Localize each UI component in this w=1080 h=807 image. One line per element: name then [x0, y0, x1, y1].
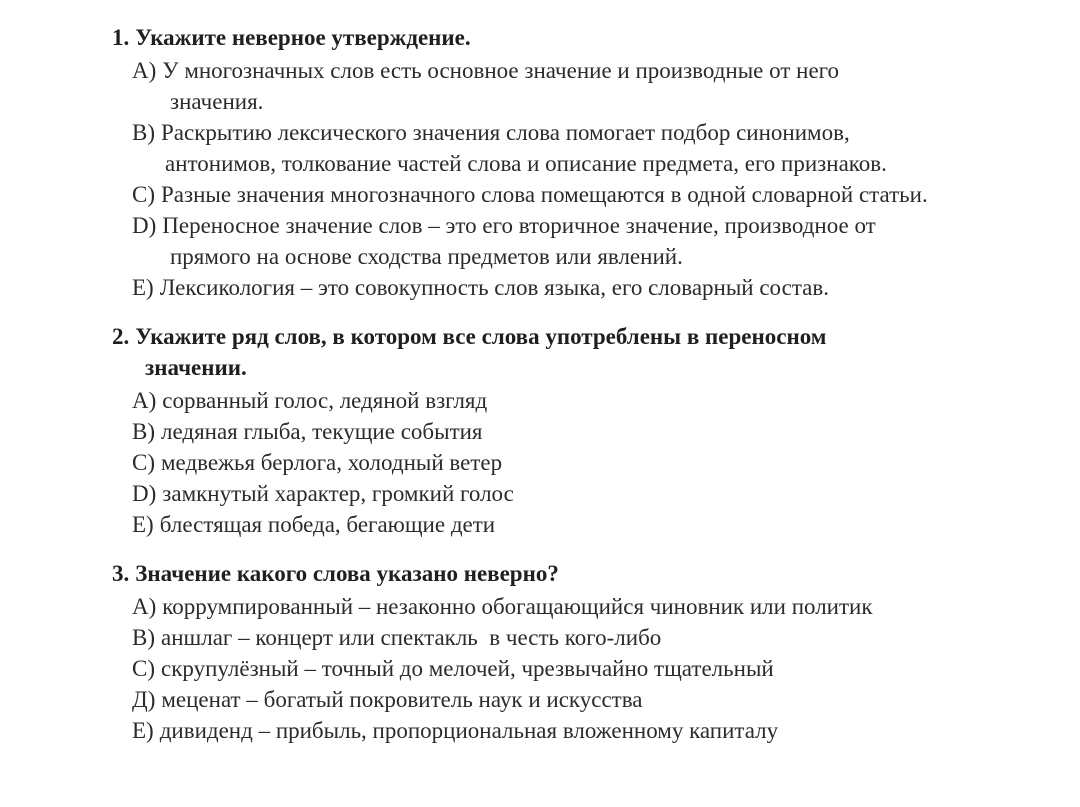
option-text: аншлаг – концерт или спектакль в честь кого-либо [161, 625, 662, 650]
answer-option [132, 509, 1062, 540]
answer-option [132, 117, 1062, 179]
option-text: Лексикология – это совокупность слов языка, его словарный состав. [159, 275, 829, 300]
option-letter: E) [132, 718, 154, 743]
question-2 [112, 321, 1080, 540]
question-number: 3. [112, 561, 130, 586]
option-text: сорванный голос, ледяной взгляд [162, 388, 488, 413]
answer-option [132, 179, 1062, 210]
option-text: Раскрытию лексического значения слова помогает подбор синонимов, [161, 120, 850, 145]
question-3 [112, 558, 1080, 746]
option-letter: D) [132, 213, 157, 238]
answer-option [132, 385, 1062, 416]
option-text-continued: значения. [170, 89, 264, 114]
question-1 [112, 22, 1080, 303]
option-text: дивиденд – прибыль, пропорциональная вложенному капиталу [159, 718, 779, 743]
option-letter: B) [132, 625, 155, 650]
question-title [112, 22, 1012, 53]
answer-options [112, 385, 1080, 540]
option-text: Переносное значение слов – это его вторичное значение, производное от [162, 213, 876, 238]
option-letter: C) [132, 450, 155, 475]
option-letter: A) [132, 58, 157, 83]
question-title [112, 321, 1012, 383]
option-letter: B) [132, 120, 155, 145]
option-letter: E) [132, 512, 154, 537]
answer-option [132, 210, 1062, 272]
option-text: замкнутый характер, громкий голос [162, 481, 514, 506]
option-text-continued: прямого на основе сходства предметов или явлений. [170, 244, 683, 269]
option-letter: C) [132, 656, 155, 681]
answer-option [132, 478, 1062, 509]
answer-option [132, 416, 1062, 447]
question-text: Значение какого слова указано неверно? [135, 561, 559, 586]
option-letter: E) [132, 275, 154, 300]
option-letter: B) [132, 419, 155, 444]
option-text: медвежья берлога, холодный ветер [161, 450, 503, 475]
answer-option [132, 653, 1062, 684]
question-number: 2. [112, 324, 130, 349]
question-text-continued: значении. [145, 355, 247, 380]
option-letter: Д) [132, 687, 156, 712]
option-text: У многозначных слов есть основное значение и производные от него [162, 58, 840, 83]
question-number: 1. [112, 25, 130, 50]
option-letter: C) [132, 182, 155, 207]
option-letter: A) [132, 388, 157, 413]
option-text: Разные значения многозначного слова помещаются в одной словарной статьи. [161, 182, 928, 207]
answer-option [132, 447, 1062, 478]
option-text: меценат – богатый покровитель наук и искусства [161, 687, 643, 712]
option-letter: D) [132, 481, 157, 506]
answer-option [132, 272, 1062, 303]
option-text: блестящая победа, бегающие дети [159, 512, 496, 537]
answer-option [132, 55, 1062, 117]
option-text: ледяная глыба, текущие события [161, 419, 483, 444]
question-title [112, 558, 1012, 589]
option-letter: A) [132, 594, 157, 619]
answer-option [132, 622, 1062, 653]
option-text: коррумпированный – незаконно обогащающийся чиновник или политик [162, 594, 873, 619]
answer-options [112, 55, 1080, 303]
option-text: скрупулёзный – точный до мелочей, чрезвычайно тщательный [161, 656, 774, 681]
question-text: Укажите неверное утверждение. [135, 25, 471, 50]
answer-options [112, 591, 1080, 746]
option-text-continued: антонимов, толкование частей слова и описание предмета, его признаков. [165, 151, 887, 176]
answer-option [132, 715, 1062, 746]
answer-option [132, 684, 1062, 715]
question-text: Укажите ряд слов, в котором все слова употреблены в переносном [135, 324, 827, 349]
answer-option [132, 591, 1062, 622]
